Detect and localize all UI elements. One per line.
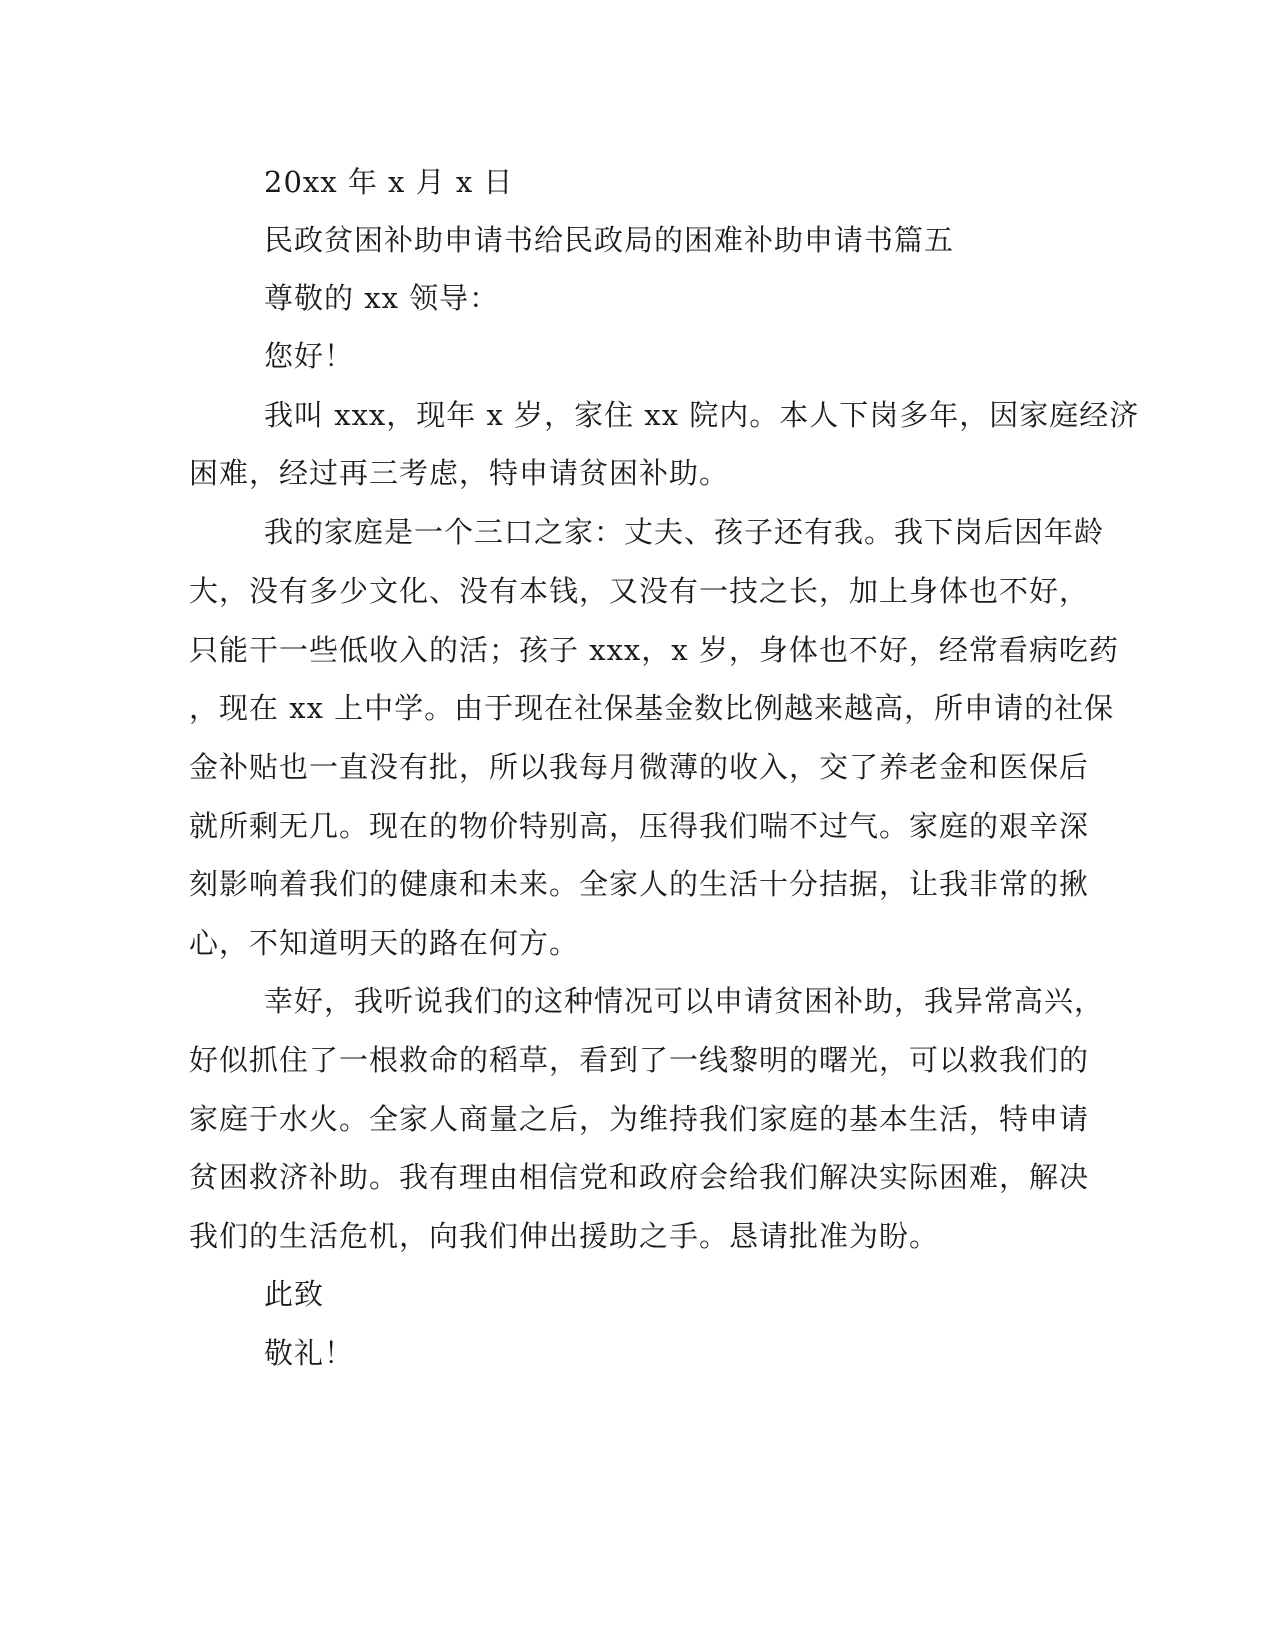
- paragraph-2-line-2: 大，没有多少文化、没有本钱，又没有一技之长，加上身体也不好，: [189, 574, 1090, 608]
- paragraph-3-line-2: 好似抓住了一根救命的稻草，看到了一线黎明的曙光，可以救我们的: [189, 1043, 1090, 1077]
- paragraph-1-line-1: 我叫 xxx，现年 x 岁，家住 xx 院内。本人下岗多年，因家庭经济: [264, 398, 1140, 432]
- paragraph-3-line-1: 幸好，我听说我们的这种情况可以申请贫困补助，我异常高兴，: [264, 984, 1105, 1018]
- closing-salute: 敬礼！: [264, 1336, 355, 1370]
- paragraph-2-line-7: 刻影响着我们的健康和未来。全家人的生活十分拮据，让我非常的揪: [189, 867, 1090, 901]
- paragraph-2-line-3: 只能干一些低收入的活；孩子 xxx，x 岁，身体也不好，经常看病吃药: [189, 633, 1119, 667]
- paragraph-3-line-5: 我们的生活危机，向我们伸出援助之手。恳请批准为盼。: [189, 1219, 940, 1253]
- document-title: 民政贫困补助申请书给民政局的困难补助申请书篇五: [264, 223, 955, 257]
- paragraph-2-line-6: 就所剩无几。现在的物价特别高，压得我们喘不过气。家庭的艰辛深: [189, 809, 1090, 843]
- paragraph-2-line-8: 心，不知道明天的路在何方。: [189, 926, 580, 960]
- greeting: 您好！: [264, 339, 355, 373]
- paragraph-2-line-1: 我的家庭是一个三口之家：丈夫、孩子还有我。我下岗后因年龄: [264, 515, 1105, 549]
- paragraph-2-line-5: 金补贴也一直没有批，所以我每月微薄的收入，交了养老金和医保后: [189, 750, 1090, 784]
- paragraph-3-line-4: 贫困救济补助。我有理由相信党和政府会给我们解决实际困难，解决: [189, 1160, 1090, 1194]
- paragraph-1-line-2: 困难，经过再三考虑，特申请贫困补助。: [189, 456, 730, 490]
- date-line: 20xx 年 x 月 x 日: [264, 165, 514, 199]
- paragraph-2-line-4: ，现在 xx 上中学。由于现在社保基金数比例越来越高，所申请的社保: [189, 691, 1115, 725]
- salutation: 尊敬的 xx 领导：: [264, 281, 500, 315]
- paragraph-3-line-3: 家庭于水火。全家人商量之后，为维持我们家庭的基本生活，特申请: [189, 1102, 1090, 1136]
- closing-phrase: 此致: [264, 1277, 325, 1311]
